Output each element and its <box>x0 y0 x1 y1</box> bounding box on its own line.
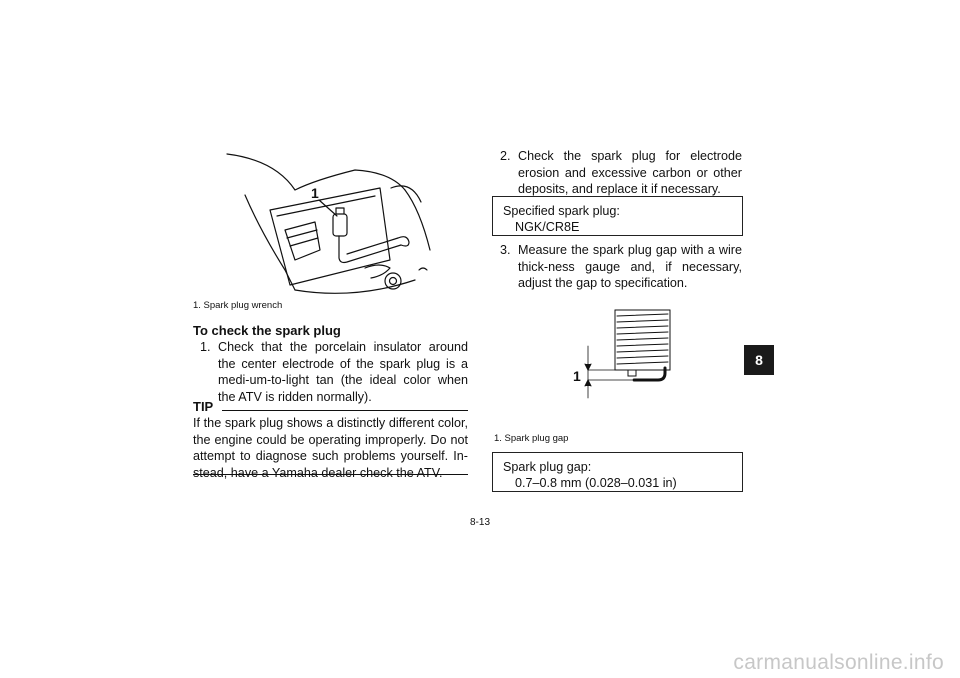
watermark: carmanualsonline.info <box>733 651 944 674</box>
gap-spec-value: 0.7–0.8 mm (0.028–0.031 in) <box>515 476 677 490</box>
step-3-text: Measure the spark plug gap with a wire thick-ness gauge and, if necessary, adjust the gap to specification. <box>518 243 742 290</box>
spark-plug-gap-illustration <box>570 308 680 403</box>
figure-caption-wrench: 1. Spark plug wrench <box>193 300 283 311</box>
figure-caption-gap: 1. Spark plug gap <box>494 433 569 444</box>
gap-spec-box <box>492 452 743 492</box>
tip-end-rule <box>193 474 468 475</box>
tip-text: If the spark plug shows a distinctly different color, the engine could be operating improperly. Do not attempt to diagnose such problems yourself. In-stead, have a Yamaha dealer check the ATV. <box>193 416 468 480</box>
step-2-number: 2. <box>500 149 511 163</box>
section-heading: To check the spark plug <box>193 323 341 338</box>
step-1-number: 1. <box>200 340 211 354</box>
spark-plug-spec-box <box>492 196 743 236</box>
spark-plug-spec-label: Specified spark plug: <box>503 204 620 218</box>
tip-label: TIP <box>193 399 214 414</box>
step-2-text: Check the spark plug for electrode erosion and excessive carbon or other deposits, and replace it if necessary. <box>518 149 742 196</box>
chapter-tab: 8 <box>744 345 774 375</box>
spark-plug-wrench-illustration <box>215 150 435 300</box>
tip-rule <box>222 410 468 411</box>
gap-callout: 1 <box>573 368 581 384</box>
step-1-text: Check that the porcelain insulator around the center electrode of the spark plug is a medi-um-to-light tan (the ideal color when the ATV is ridden normally). <box>218 340 468 404</box>
wrench-callout: 1 <box>311 185 319 201</box>
spark-plug-spec-value: NGK/CR8E <box>515 220 580 234</box>
step-3-number: 3. <box>500 243 511 257</box>
page-number: 8-13 <box>469 517 490 528</box>
gap-spec-label: Spark plug gap: <box>503 460 592 474</box>
